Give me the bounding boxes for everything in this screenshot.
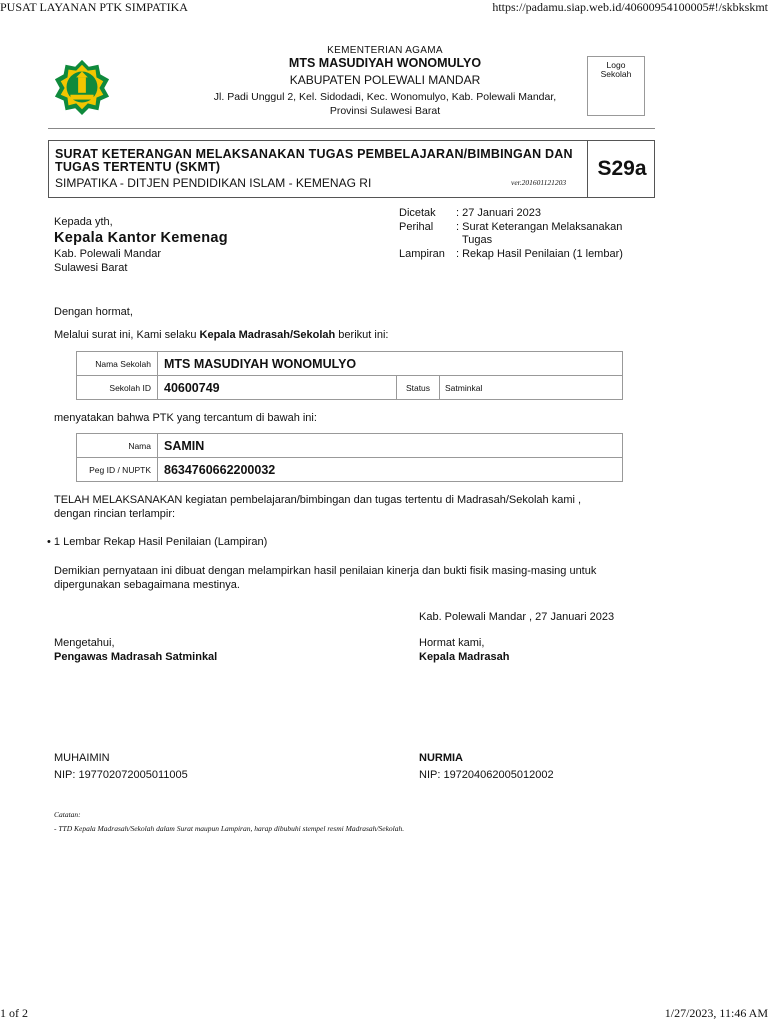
table-row <box>77 352 623 376</box>
right-signer-nip: NIP: 197204062005012002 <box>419 769 554 781</box>
addressee-name: Kepala Kantor Kemenag <box>54 230 228 246</box>
printed-label: Dicetak <box>399 207 436 219</box>
attachment-label: Lampiran <box>399 248 445 260</box>
printed-value: : 27 Januari 2023 <box>456 207 542 219</box>
ptk-name-label: Nama <box>77 434 158 458</box>
school-logo-placeholder <box>587 56 645 116</box>
subject-value-2: Tugas <box>462 234 493 246</box>
school-name-label: Nama Sekolah <box>77 352 158 376</box>
status-label: Status <box>397 376 440 400</box>
school-info-table <box>76 351 623 400</box>
school-name-value: MTS MASUDIYAH WONOMULYO <box>158 352 623 376</box>
print-datetime: 1/27/2023, 11:46 AM <box>664 1006 768 1020</box>
addressee-line-2: Sulawesi Barat <box>54 262 128 274</box>
attachment-value: : Rekap Hasil Penilaian (1 lembar) <box>456 248 623 260</box>
logo-placeholder-text: Logo Sekolah <box>600 60 632 80</box>
statement-text: menyatakan bahwa PTK yang tercantum di bawah ini: <box>54 412 317 424</box>
place-date: Kab. Polewali Mandar , 27 Januari 2023 <box>419 611 615 623</box>
notes-line: - TTD Kepala Madrasah/Sekolah dalam Surat maupun Lampiran, harap dibubuhi stempel resmi Madrasah/Sekolah. <box>54 824 405 833</box>
subject-value-1: : Surat Keterangan Melaksanakan <box>456 221 623 233</box>
school-id-value: 40600749 <box>158 376 397 400</box>
ptk-info-table <box>76 433 623 482</box>
addressee-greeting: Kepada yth, <box>54 216 113 228</box>
title-box <box>48 140 655 198</box>
school-name-heading: MTS MASUDIYAH WONOMULYO <box>288 56 482 70</box>
ptk-name-value: SAMIN <box>158 434 623 458</box>
table-row <box>77 376 623 400</box>
attachment-list-item <box>47 536 267 548</box>
closing-line-1: Demikian pernyataan ini dibuat dengan melampirkan hasil penilaian kinerja dan bukti fisik masing-masing untuk <box>54 565 597 577</box>
regency-name: KABUPATEN POLEWALI MANDAR <box>289 73 481 87</box>
header-divider <box>48 128 655 129</box>
ptk-id-value: 8634760662200032 <box>158 458 623 482</box>
print-page-number: 1 of 2 <box>0 1006 28 1020</box>
intro-paragraph <box>54 328 614 342</box>
version-label: ver.201601121203 <box>511 178 567 187</box>
ministry-name: KEMENTERIAN AGAMA <box>327 45 443 56</box>
right-signer-name: NURMIA <box>419 752 463 764</box>
right-sign-intro: Hormat kami, <box>419 637 485 649</box>
intro-text-post: berikut ini: <box>335 329 389 341</box>
attachment-list-text: 1 Lembar Rekap Hasil Penilaian (Lampiran) <box>53 536 268 548</box>
left-sign-title: Pengawas Madrasah Satminkal <box>54 651 218 663</box>
left-signer-nip: NIP: 197702072005011005 <box>54 769 188 781</box>
status-value: Satminkal <box>440 376 623 400</box>
salutation: Dengan hormat, <box>54 306 133 318</box>
ptk-id-label: Peg ID / NUPTK <box>77 458 158 482</box>
closing-line-2: dipergunakan sebagaimana mestinya. <box>54 579 240 591</box>
form-code: S29a <box>587 140 656 198</box>
document-title: SURAT KETERANGAN MELAKSANAKAN TUGAS PEMBELAJARAN/BIMBINGAN DAN TUGAS TERTENTU (SKMT) <box>55 147 573 174</box>
intro-text-pre: Melalui surat ini, Kami selaku <box>54 329 200 341</box>
notes-heading: Catatan: <box>54 810 81 819</box>
bullet-icon: • <box>47 536 51 548</box>
document-subtitle: SIMPATIKA - DITJEN PENDIDIKAN ISLAM - KEMENAG RI <box>55 176 372 190</box>
right-sign-title: Kepala Madrasah <box>419 651 510 663</box>
school-id-label: Sekolah ID <box>77 376 158 400</box>
declaration-line-2: dengan rincian terlampir: <box>54 508 176 520</box>
print-page-title: PUSAT LAYANAN PTK SIMPATIKA <box>0 0 188 14</box>
address-line-2: Provinsi Sulawesi Barat <box>329 105 441 117</box>
subject-label: Perihal <box>399 221 434 233</box>
print-url[interactable]: https://padamu.siap.web.id/40600954100005#!/skbkskmt <box>492 0 768 14</box>
kemenag-logo <box>53 58 111 116</box>
table-row <box>77 434 623 458</box>
intro-text-bold: Kepala Madrasah/Sekolah <box>199 329 336 341</box>
left-signer-name: MUHAIMIN <box>54 752 110 764</box>
address-line-1: Jl. Padi Unggul 2, Kel. Sidodadi, Kec. Wonomulyo, Kab. Polewali Mandar, <box>213 91 557 103</box>
addressee-line-1: Kab. Polewali Mandar <box>54 248 162 260</box>
declaration-line-1: TELAH MELAKSANAKAN kegiatan pembelajaran/bimbingan dan tugas tertentu di Madrasah/Sekolah kami , <box>54 494 582 506</box>
left-sign-intro: Mengetahui, <box>54 637 115 649</box>
table-row <box>77 458 623 482</box>
